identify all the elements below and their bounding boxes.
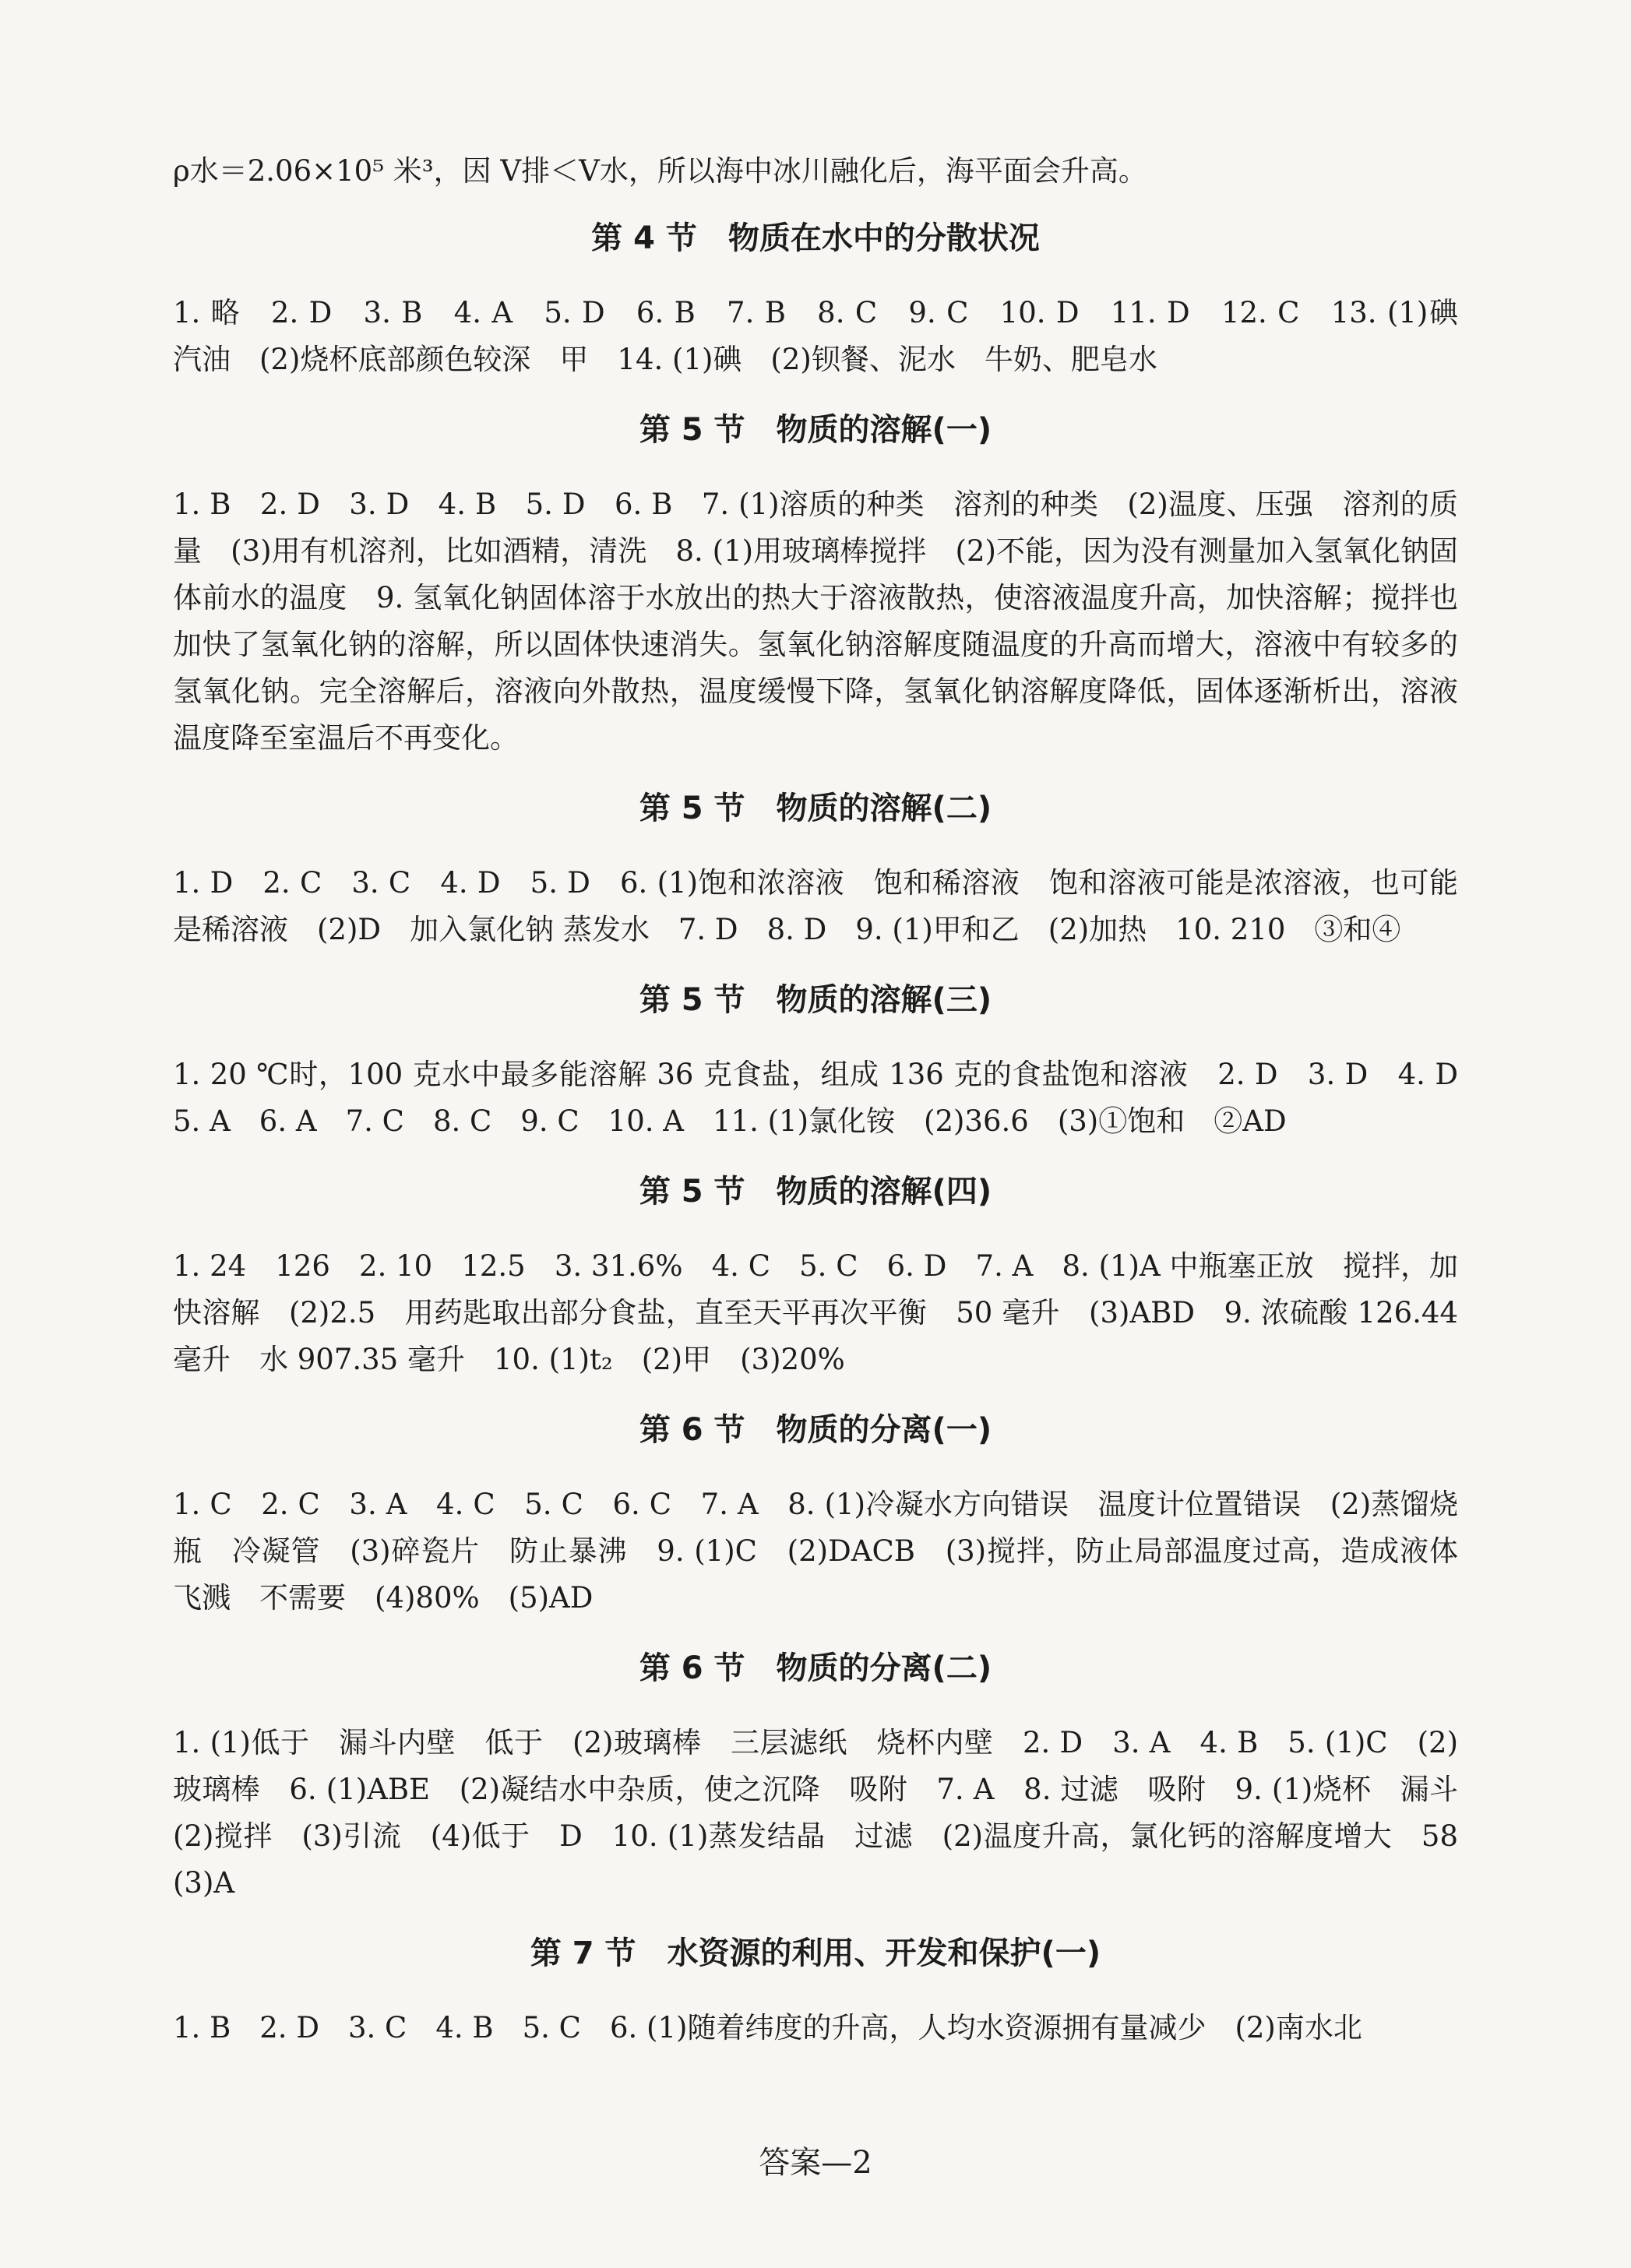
section-6-2	[173, 1645, 1487, 1907]
section-title: 第 5 节 物质的溶解(四)	[639, 1174, 992, 1210]
section-title: 第 5 节 物质的溶解(三)	[639, 982, 992, 1018]
section-5-3	[173, 977, 1487, 1145]
section-title: 第 6 节 物质的分离(一)	[639, 1412, 992, 1448]
section-5-2	[173, 785, 1458, 953]
section-answers: 1. 20 ℃时，100 克水中最多能溶解 36 克食盐，组成 136 克的食盐饱和溶液 2. D 3. D 4. D 5. A 6. A 7. C 8. C 9. C 10. A 11. (1)氯化铵 (2)36.6 (3)①饱和 ②AD	[173, 1058, 1487, 1138]
section-6-1	[173, 1407, 1458, 1622]
section-answers: 1. (1)低于 漏斗内壁 低于 (2)玻璃棒 三层滤纸 烧杯内壁 2. D 3. A 4. B 5. (1)C (2)玻璃棒 6. (1)ABE (2)凝结水中杂质，使之沉降 吸附 7. A 8. 过滤 吸附 9. (1)烧杯 漏斗 (2)搅拌 (3)引流 (4)低于 D 10. (1)蒸发结晶 过滤 (2)温度升高，氯化钙的溶解度增大 58 (3)A	[173, 1726, 1487, 1900]
section-4	[173, 215, 1487, 383]
page-number: 答案—2	[759, 2145, 872, 2181]
section-7-1	[173, 1930, 1458, 2051]
section-answers: 1. D 2. C 3. C 4. D 5. D 6. (1)饱和浓溶液 饱和稀溶液 饱和溶液可能是浓溶液，也可能是稀溶液 (2)D 加入氯化钠 蒸发水 7. D 8. D 9. (1)甲和乙 (2)加热 10. 210 ③和④	[173, 866, 1458, 946]
page-content	[173, 148, 1487, 2075]
section-5-4	[173, 1168, 1458, 1383]
section-answers: 1. 24 126 2. 10 12.5 3. 31.6% 4. C 5. C 6. D 7. A 8. (1)A 中瓶塞正放 搅拌，加快溶解 (2)2.5 用药匙取出部分食盐，直至天平再次平衡 50 毫升 (3)ABD 9. 浓硫酸 126.44 毫升 水 907.35 毫升 10. (1)t₂ (2)甲 (3)20%	[173, 1249, 1458, 1376]
section-answers: 1. 略 2. D 3. B 4. A 5. D 6. B 7. B 8. C 9. C 10. D 11. D 12. C 13. (1)碘 汽油 (2)烧杯底部颜色较深 甲 14. (1)碘 (2)钡餐、泥水 牛奶、肥皂水	[173, 296, 1487, 376]
intro-line: ρ水＝2.06×10⁵ 米³，因 V排＜V水，所以海中冰川融化后，海平面会升高。	[173, 154, 1147, 188]
section-title: 第 5 节 物质的溶解(一)	[639, 412, 992, 448]
section-answers: 1. C 2. C 3. A 4. C 5. C 6. C 7. A 8. (1)冷凝水方向错误 温度计位置错误 (2)蒸馏烧瓶 冷凝管 (3)碎瓷片 防止暴沸 9. (1)C (2)DACB (3)搅拌，防止局部温度过高，造成液体飞溅 不需要 (4)80% (5)AD	[173, 1488, 1458, 1615]
section-answers: 1. B 2. D 3. C 4. B 5. C 6. (1)随着纬度的升高，人均水资源拥有量减少 (2)南水北	[173, 2011, 1362, 2044]
section-title: 第 7 节 水资源的利用、开发和保护(一)	[530, 1935, 1101, 1971]
section-title: 第 5 节 物质的溶解(二)	[639, 791, 992, 826]
section-answers: 1. B 2. D 3. D 4. B 5. D 6. B 7. (1)溶质的种类 溶剂的种类 (2)温度、压强 溶剂的质量 (3)用有机溶剂，比如酒精，清洗 8. (1)用玻璃棒搅拌 (2)不能，因为没有测量加入氢氧化钠固体前水的温度 9. 氢氧化钠固体溶于水放出的热大于溶液散热，使溶液温度升高，加快溶解；搅拌也加快了氢氧化钠的溶解，所以固体快速消失。氢氧化钠溶解度随温度的升高而增大，溶液中有较多的氢氧化钠。完全溶解后，溶液向外散热，温度缓慢下降，氢氧化钠溶解度降低，固体逐渐析出，溶液温度降至室温后不再变化。	[173, 488, 1458, 755]
section-title: 第 4 节 物质在水中的分散状况	[591, 220, 1040, 256]
section-5-1	[173, 407, 1458, 762]
section-title: 第 6 节 物质的分离(二)	[639, 1650, 992, 1686]
